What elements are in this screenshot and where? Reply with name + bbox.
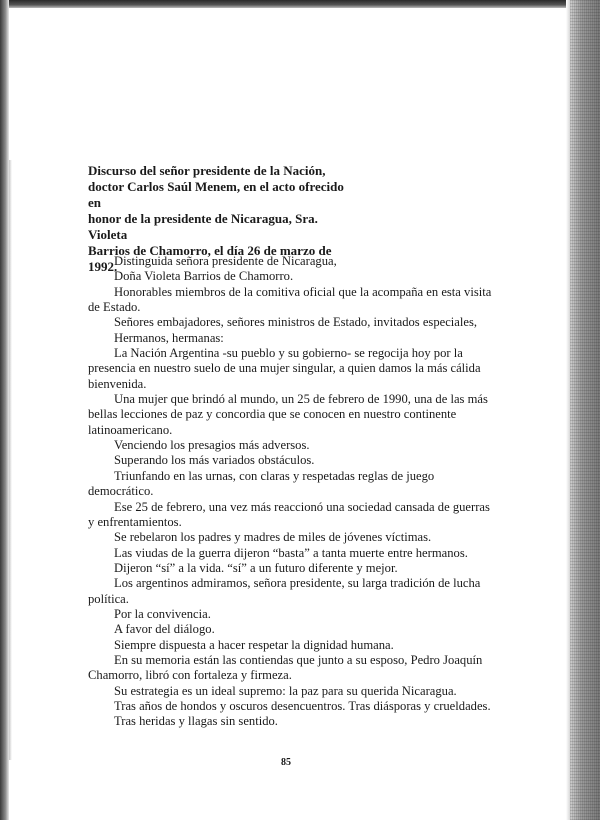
paragraph: Ese 25 de febrero, una vez más reaccionó una sociedad cansada de guerras y enfrentamientos. — [88, 499, 490, 529]
paragraph: Venciendo los presagios más adversos. — [114, 438, 310, 453]
page-number: 85 — [281, 757, 291, 768]
paragraph: Por la convivencia. — [114, 606, 211, 621]
paragraph: Doña Violeta Barrios de Chamorro. — [114, 269, 294, 284]
paragraph: Una mujer que brindó al mundo, un 25 de febrero de 1990, una de las más bellas lecciones de paz y concordia que se conocen en nuestro continente latinoamericano. — [88, 392, 488, 437]
paragraph: Dijeron “sí” a la vida. “sí” a un futuro diferente y mejor. — [114, 560, 398, 575]
paragraph: Las viudas de la guerra dijeron “basta” a tanta muerte entre hermanos. — [114, 545, 468, 560]
paragraph: Los argentinos admiramos, señora presidente, su larga tradición de lucha política. — [88, 576, 481, 606]
paragraph: Distinguida señora presidente de Nicaragua, — [114, 254, 337, 268]
scan-left-border — [0, 0, 9, 820]
scan-left-shadow — [9, 160, 12, 760]
paragraph: Su estrategia es un ideal supremo: la paz para su querida Nicaragua. — [114, 683, 457, 698]
paragraph: Hermanos, hermanas: — [114, 330, 224, 345]
paragraph: Honorables miembros de la comitiva oficial que la acompaña en esta visita de Estado. — [88, 284, 492, 315]
paragraph: En su memoria están las contiendas que junto a su esposo, Pedro Joaquín Chamorro, libró con fortaleza y firmeza. — [88, 652, 483, 683]
paragraph: La Nación Argentina -su pueblo y su gobierno- se regocija hoy por la presencia en nuestro suelo de una mujer singular, a quien damos la más cálida bienvenida. — [88, 346, 481, 391]
paragraph: Tras heridas y llagas sin sentido. — [114, 714, 278, 729]
paragraph: Señores embajadores, señores ministros de Estado, invitados especiales, — [114, 315, 478, 330]
scan-right-border — [570, 0, 600, 820]
paragraph: Triunfando en las urnas, con claras y respetadas reglas de juego democrático. — [88, 468, 435, 499]
speech-heading: Discurso del señor presidente de la Nación, doctor Carlos Saúl Menem, en el acto ofrecido en honor de la presidente de Nicaragua, Sra. Violeta Barrios de Chamorro, el día 26 de marzo de 1992. — [88, 163, 344, 274]
paragraph: Siempre dispuesta a hacer respetar la dignidad humana. — [114, 637, 394, 652]
paragraph: Se rebelaron los padres y madres de miles de jóvenes víctimas. — [114, 530, 432, 545]
scan-top-border — [0, 0, 600, 8]
paragraph: Tras años de hondos y oscuros desencuentros. Tras diásporas y crueldades. — [114, 698, 491, 713]
speech-body — [88, 254, 498, 730]
paragraph: Superando los más variados obstáculos. — [114, 453, 315, 468]
paragraph: A favor del diálogo. — [114, 622, 215, 637]
